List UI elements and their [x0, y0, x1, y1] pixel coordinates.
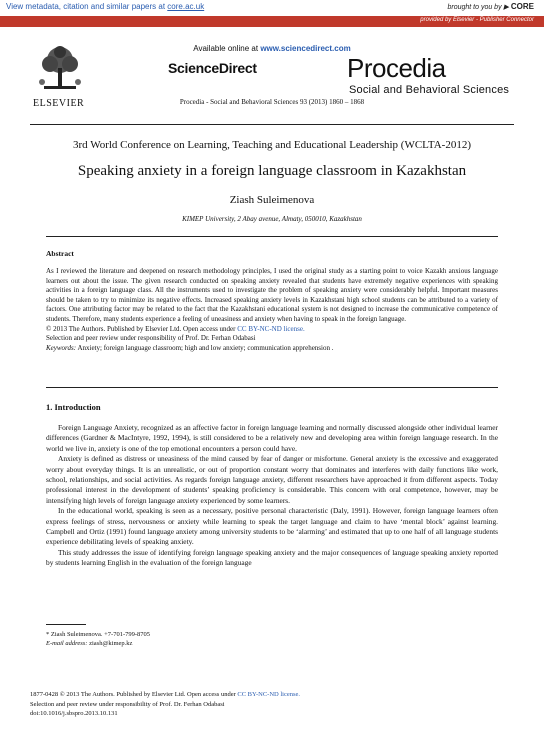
intro-paragraph: In the educational world, speaking is seen as a necessary, positive personal characteristic (Daly, 1991). However, foreign language learners often express feelings of stress, nervousness or anxiety while learning to speak the target language and claim to have ‘mental block’ against learning. Campbell and Ortiz (1991) found language anxiety among university students to be ‘alarming’ and estimated that up to one half of all language students experience debilitating levels of speaking anxiety. — [46, 506, 498, 547]
keywords-line — [46, 344, 498, 354]
author-name: Ziash Suleimenova — [229, 194, 315, 206]
available-prefix: Available online at — [193, 44, 259, 53]
journal-logo: Procedia — [347, 53, 446, 83]
abstract-top-divider — [46, 236, 498, 237]
footer-copyright — [30, 690, 300, 700]
sciencedirect-link[interactable]: www.sciencedirect.com — [260, 44, 351, 53]
footer-copyright-text: 1877-0428 © 2013 The Authors. Published by Elsevier Ltd. — [30, 691, 186, 698]
abstract-heading: Abstract — [46, 249, 74, 258]
selection-line: Selection and peer review under responsibility of Prof. Dr. Ferhan Odabasi — [46, 334, 256, 343]
intro-paragraph: Anxiety is defined as distress or uneasiness of the mind caused by fear of danger or misfortune. General anxiety is the excessive and exaggerated worry about everyday things. It is an unrealistic, or out of proportion constant worry that dominates and interferes with daily functions like work, school, relationships, and social activities. As regards foreign language anxiety, different researchers have approached it from different aspects. Today professional interest in the development of students’ speaking proficiency is considerable. This concern with oral competence, however, may be intensifying high levels of foreign language anxiety experienced by some learners. — [46, 454, 498, 505]
header-divider — [30, 124, 514, 125]
intro-paragraph: This study addresses the issue of identifying foreign language speaking anxiety and the major consequences of language speaking anxiety reported by students learning English in the evaluation of the foreign language — [46, 547, 498, 568]
core-metadata-notice — [6, 2, 204, 11]
footnote — [46, 630, 150, 648]
core-link[interactable]: core.ac.uk — [167, 2, 205, 11]
page-footer — [30, 690, 300, 719]
conference-name: 3rd World Conference on Learning, Teaching and Educational Leadership (WCLTA-2012) — [72, 139, 472, 151]
core-logo-text: CORE — [510, 2, 534, 11]
footer-selection: Selection and peer review under responsibility of Prof. Dr. Ferhan Odabasi — [30, 700, 225, 708]
brought-by-text: brought to you by — [447, 4, 502, 11]
keywords-text: Anxiety; foreign language classroom; high and low anxiety; communication apprehension . — [77, 343, 334, 352]
footnote-author: * Ziash Suleimenova. +7-701-799-8705 — [46, 631, 151, 638]
footer-open-access: Open access under — [187, 691, 236, 698]
license-link[interactable]: CC BY-NC-ND license. — [237, 324, 305, 333]
publisher-name: ELSEVIER — [33, 98, 85, 109]
author-affiliation: KIMEP University, 2 Abay avenue, Almaty, 050010, Kazakhstan — [182, 215, 362, 223]
paper-title: Speaking anxiety in a foreign language classroom in Kazakhstan — [77, 163, 467, 179]
copyright-text: © 2013 The Authors. Published by Elsevier Ltd. — [46, 324, 182, 333]
sciencedirect-logo: ScienceDirect — [168, 60, 257, 76]
core-metadata-text: View metadata, citation and similar papers at — [6, 2, 166, 11]
abstract-bottom-divider — [46, 387, 498, 388]
introduction-body — [46, 423, 498, 569]
footer-license-link[interactable]: CC BY-NC-ND license. — [237, 691, 301, 698]
introduction-heading: 1. Introduction — [46, 402, 101, 412]
email-label: E-mail address: — [46, 640, 88, 647]
footer-doi: doi:10.1016/j.sbspro.2013.10.131 — [30, 710, 118, 717]
intro-paragraph: Foreign Language Anxiety, recognized as an affective factor in foreign language learning and normally discussed alongside other individual learner differences (Gardner & MacIntyre, 1992, 1994), is still considered to be a relatively new and developing area within foreign language research. In the world we live in, anxiety is one of the top emotional encounters a person could have. — [46, 423, 498, 453]
provider-text: provided by Elsevier - Publisher Connector — [420, 17, 534, 23]
provider-bar — [0, 16, 544, 27]
journal-subtitle: Social and Behavioral Sciences — [349, 84, 510, 96]
abstract-text: As I reviewed the literature and deepened on research methodology principles, I used the original study as a starting point to voice Kazakh anxious language learners out about the issue. The given research conducted on speaking anxiety revealed that students have extremely negative experiences with speaking activities in a foreign language class. All the instruments used to investigate the problem of speaking anxiety were considerably helpful. Important measures should be taken to try to minimize its negative effects. Increased speaking anxiety levels in Kazakhstani high school students can be attributed to a variety of factors. One attributing factor may be related to the fact that the Kazakhstani educational system is not designed to increase the communicative competence of students. Therefore, many students experience a feeling of uneasiness and anxiety when having to speak in the foreign language. — [46, 267, 498, 323]
journal-citation: Procedia - Social and Behavioral Sciences 93 (2013) 1860 – 1868 — [179, 98, 365, 106]
keywords-label: Keywords: — [46, 343, 77, 352]
footnote-email-line — [46, 639, 150, 648]
email-address[interactable]: ziash@kimep.kz — [89, 640, 133, 647]
core-banner — [0, 0, 544, 16]
open-access-text: Open access under — [183, 324, 236, 333]
abstract-body — [46, 267, 498, 353]
core-brand — [447, 2, 534, 11]
core-logo-icon: ▶ — [503, 4, 509, 11]
footnote-divider — [46, 624, 86, 625]
copyright-line — [46, 325, 498, 335]
available-online — [0, 44, 544, 53]
